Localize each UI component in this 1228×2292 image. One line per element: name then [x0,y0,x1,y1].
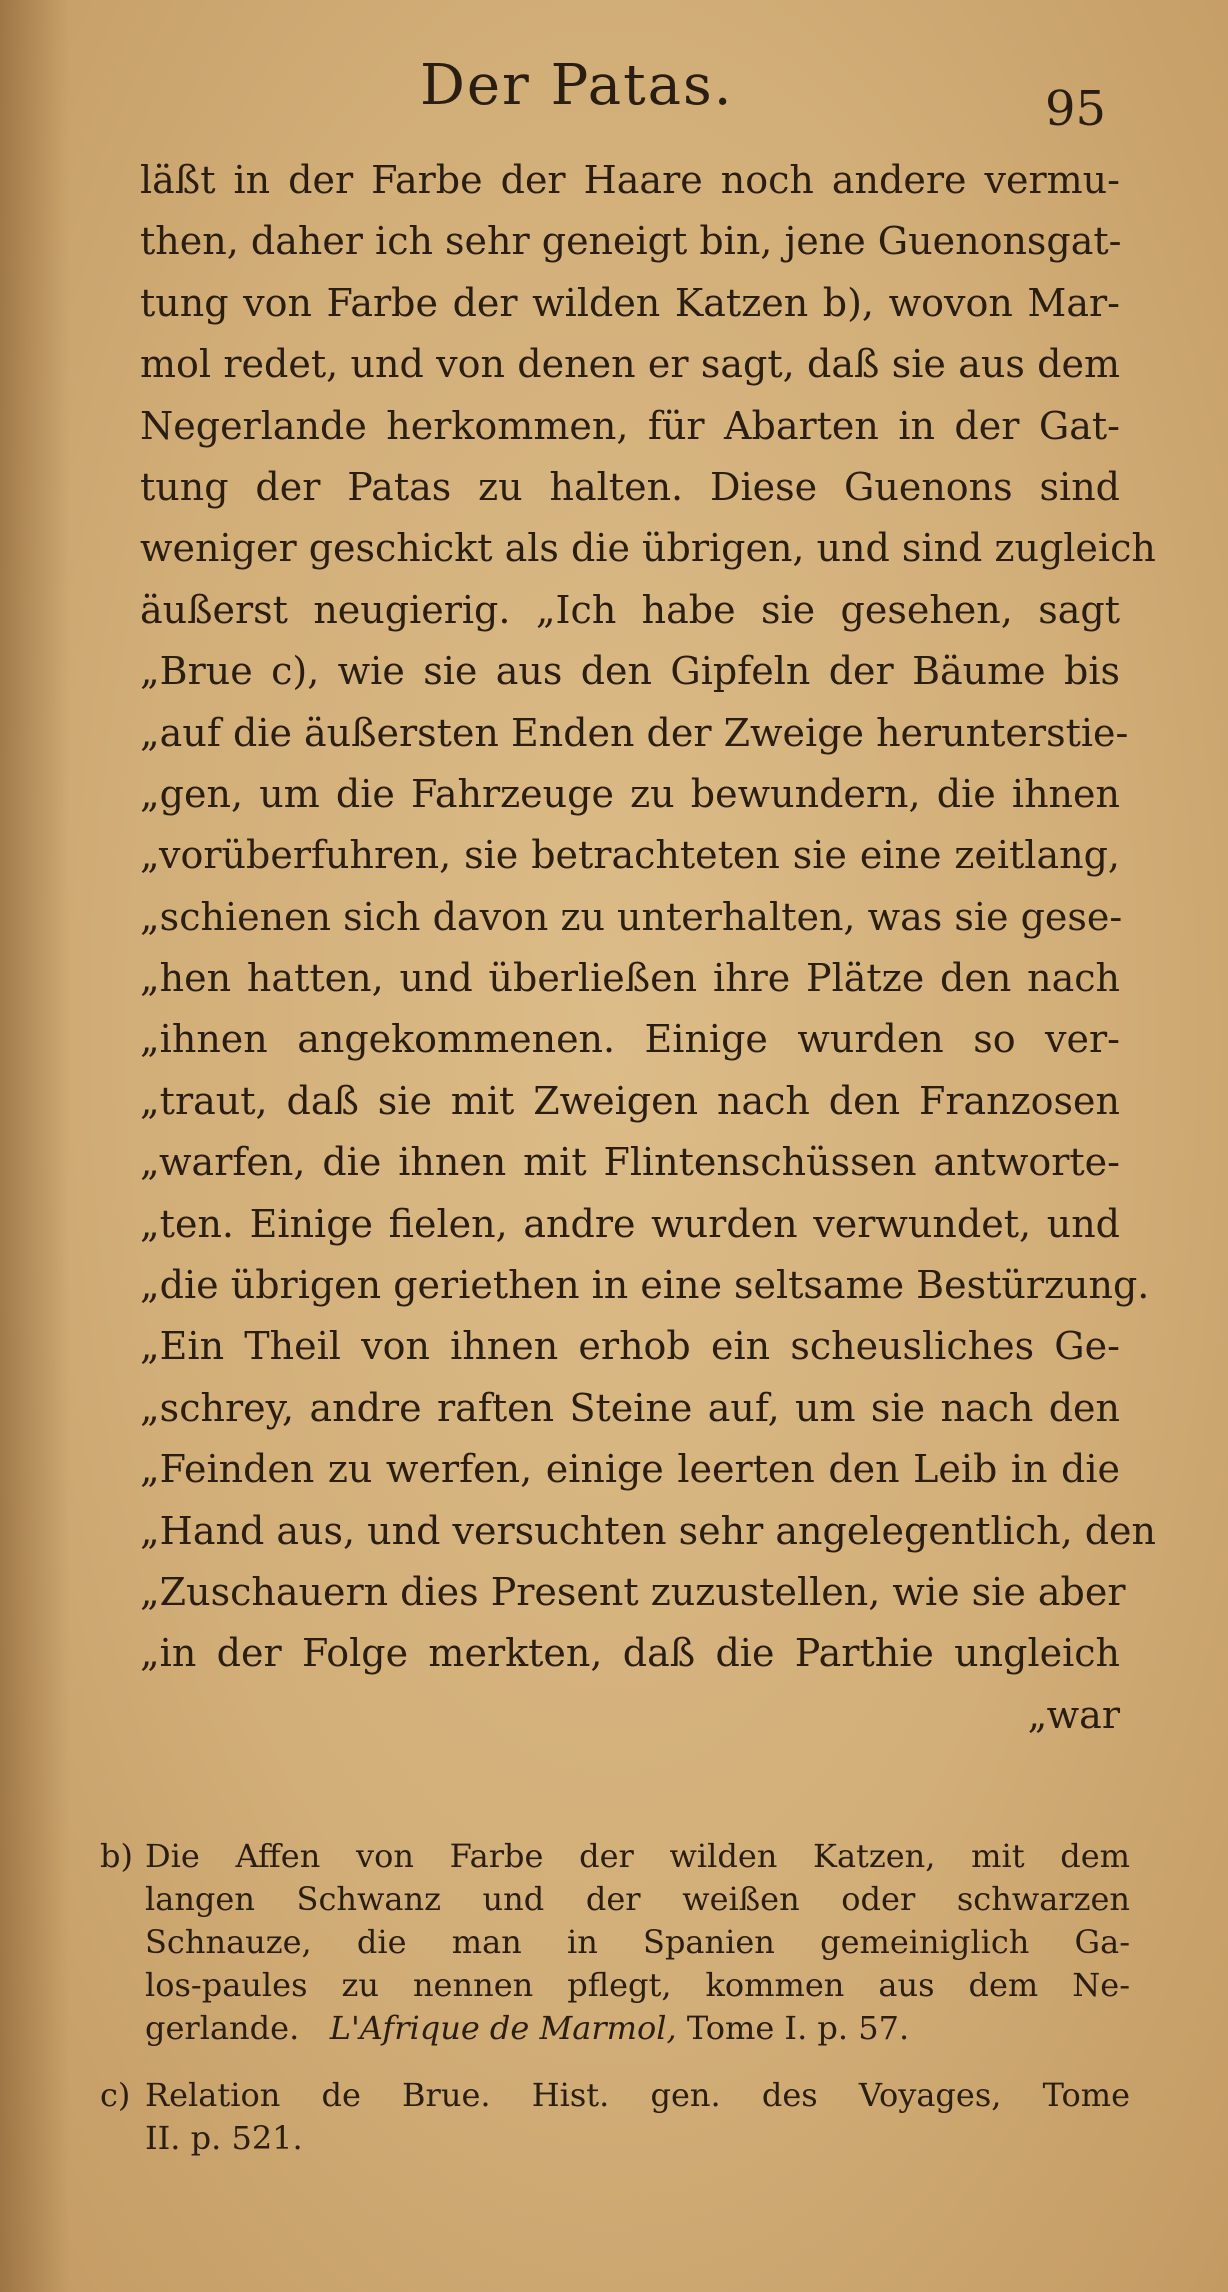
catchword: „war [1027,1692,1120,1737]
page-number: 95 [1045,81,1107,137]
text-line: „in der Folge merkten, daß die Parthie ungleich [140,1631,1120,1676]
text-line: tung von Farbe der wilden Katzen b), wovon Mar- [140,280,1120,325]
footnote-line: los-paules zu nennen pflegt, kommen aus dem Ne- [145,1966,1130,2004]
footnote-body [145,2074,1130,2160]
text-line: läßt in der Farbe der Haare noch andere vermu- [140,158,1120,202]
text-line: „die übrigen geriethen in eine seltsame Bestürzung. [140,1263,1150,1308]
footnote-source-ref: Tome I. p. 57. [686,2009,910,2047]
footnote-source-title: L'Afrique de Marmol, [329,2009,677,2047]
footnote-marker: c) [100,2076,131,2114]
footnote-line: langen Schwanz und der weißen oder schwarzen [145,1880,1130,1918]
text-line: „Feinden zu werfen, einige leerten den Leib in die [140,1447,1120,1492]
text-line: „Hand aus, und versuchten sehr angelegentlich, den [140,1508,1157,1553]
footnote-last-line: II. p. 521. [145,2119,303,2157]
footnote-b [100,1835,1130,2050]
text-line: „ihnen angekommenen. Einige wurden so ver- [140,1017,1120,1062]
text-line: „ten. Einige fielen, andre wurden verwundet, und [140,1201,1120,1246]
footnote-body [145,1835,1130,2050]
text-line: „Zuschauern dies Present zuzustellen, wie sie aber [140,1569,1126,1614]
page-header [0,45,1228,135]
text-line: tung der Patas zu halten. Diese Guenons sind [140,464,1120,509]
footnotes [100,1835,1130,2184]
footnote-line: Relation de Brue. Hist. gen. des Voyages, Tome [145,2076,1130,2114]
running-title: Der Patas. [420,53,734,118]
footnote-text: gerlande. [145,2009,300,2047]
footnote-line: Die Affen von Farbe der wilden Katzen, mit dem [145,1837,1130,1875]
text-line: weniger geschickt als die übrigen, und sind zugleich [140,526,1156,571]
text-line: „hen hatten, und überließen ihre Plätze den nach [140,956,1120,1001]
text-line: „auf die äußersten Enden der Zweige herunterstie- [140,710,1129,755]
text-line: „Brue c), wie sie aus den Gipfeln der Bäume bis [140,649,1120,694]
footnote-line: Schnauze, die man in Spanien gemeiniglich Ga- [145,1923,1130,1961]
text-line: „schrey, andre raften Steine auf, um sie nach den [140,1385,1120,1430]
text-line: then, daher ich sehr geneigt bin, jene Guenonsgat- [140,219,1122,264]
text-line: Negerlande herkommen, für Abarten in der Gat- [140,403,1120,448]
main-text [140,150,1157,1746]
footnote-marker: b) [100,1837,133,1875]
text-line: äußerst neugierig. „Ich habe sie gesehen, sagt [140,587,1120,632]
text-line: „schienen sich davon zu unterhalten, was sie gese- [140,894,1123,939]
text-line: „warfen, die ihnen mit Flintenschüssen antworte- [140,1140,1120,1185]
text-line: „traut, daß sie mit Zweigen nach den Franzosen [140,1078,1120,1123]
text-line: „gen, um die Fahrzeuge zu bewundern, die ihnen [140,771,1120,816]
text-line: „Ein Theil von ihnen erhob ein scheusliches Ge- [140,1324,1120,1369]
footnote-c [100,2074,1130,2160]
spine-shadow [0,0,70,2292]
text-line: mol redet, und von denen er sagt, daß sie aus dem [140,342,1120,387]
text-line: „vorüberfuhren, sie betrachteten sie eine zeitlang, [140,833,1120,878]
footnote-last-line [145,2007,1130,2050]
